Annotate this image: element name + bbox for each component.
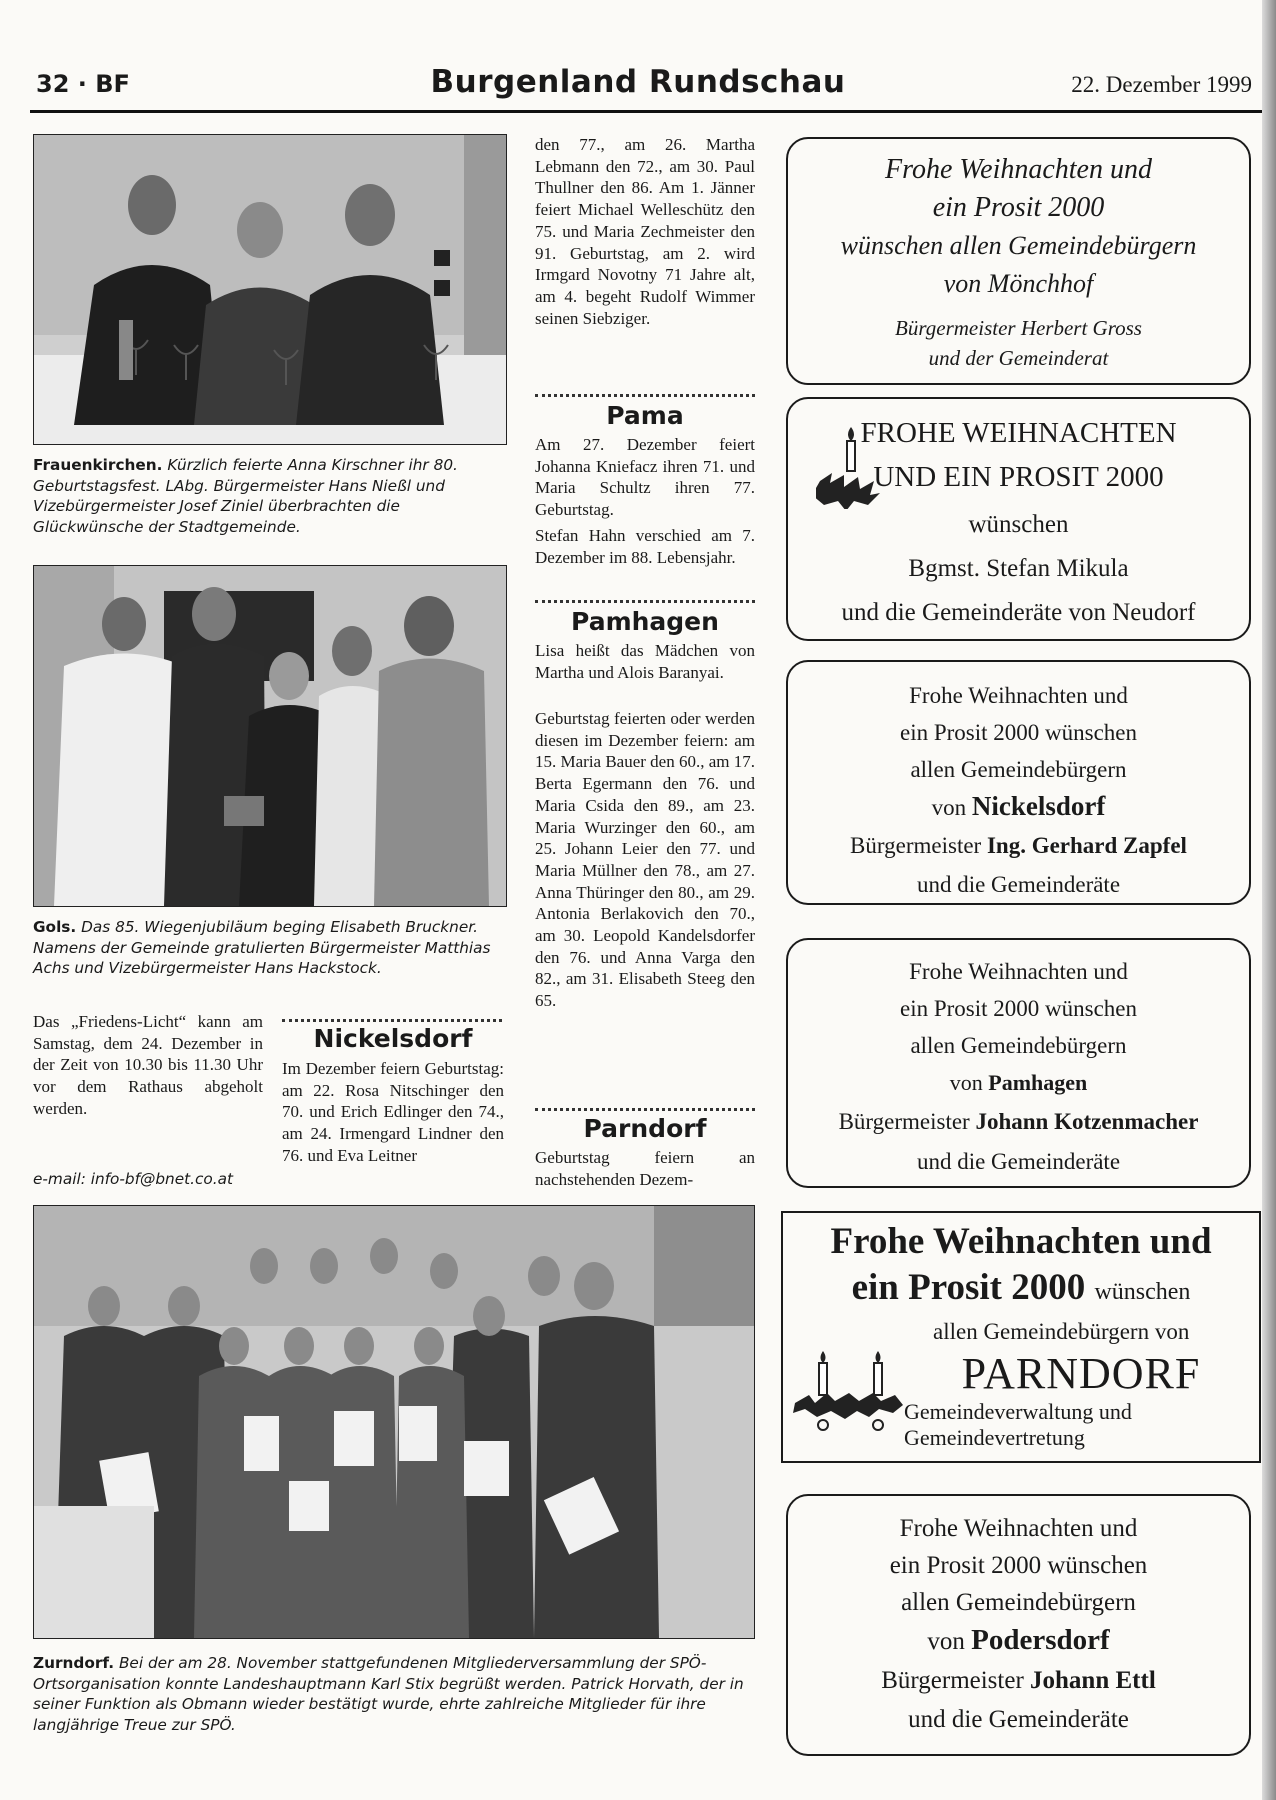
ad-admin: Gemeindeverwaltung und: [904, 1399, 1132, 1424]
heading-nickelsdorf: Nickelsdorf: [313, 1024, 473, 1053]
article-pama-birthdays: Am 27. Dezember feiert Johanna Kniefacz ihren 71. und Maria Schultz ihren 77. Geburtstag.: [535, 435, 755, 520]
ad-moenchhof: [786, 137, 1251, 385]
ad-mayor: Bürgermeister Herbert Gross: [895, 316, 1142, 340]
article-nickelsdorf-continued: den 77., am 26. Martha Lebmann den 72., am 30. Paul Thullner den 86. Am 1. Jänner feiert Michael Welleschütz den 75. und Maria Zechmeister den 91. Geburtstag, am 2. wird Irmgard Novotny 71 Jahre alt, am 4. begeht Rudolf Wimmer seinen Siebziger.: [535, 135, 755, 328]
ad-council: und die Gemeinderäte von Neudorf: [841, 599, 1196, 626]
article-pamhagen-birth: Lisa heißt das Mädchen von Martha und Alois Baranyai.: [535, 641, 755, 682]
ad-greeting: ein Prosit 2000 wünschen: [889, 1552, 1148, 1579]
page-gutter-shadow: [1262, 0, 1276, 1800]
ad-pamhagen: [786, 938, 1251, 1188]
caption-place: Gols.: [33, 918, 77, 936]
ad-mayor: Bürgermeister Johann Ettl: [881, 1667, 1156, 1694]
caption-frauenkirchen: [33, 455, 505, 537]
caption-text: Bei der am 28. November stattgefundenen Mitgliederversammlung der SPÖ-Ortsorganisation konnte Landeshauptmann Karl Stix begrüßt werden. Patrick Horvath, der in seiner Funktion als Obmann wieder bestätigt wurde, ehrte zahlreiche Mitglieder für ihre langjährige Treue zur SPÖ.: [33, 1654, 744, 1734]
ad-town: von Pamhagen: [949, 1070, 1088, 1095]
ad-council: und die Gemeinderäte: [908, 1706, 1129, 1733]
section-divider: [535, 394, 755, 397]
ad-wish: allen Gemeindebürgern: [910, 1033, 1127, 1058]
caption-place: Frauenkirchen.: [33, 456, 163, 474]
ad-town: von Nickelsdorf: [931, 791, 1106, 821]
ad-town: von Mönchhof: [943, 269, 1094, 298]
article-parndorf: Geburtstag feiern an nachstehenden Dezem-: [535, 1148, 755, 1189]
caption-zurndorf: [33, 1653, 753, 1735]
ad-wish: wünschen allen Gemeindebürgern: [840, 231, 1197, 260]
ad-parndorf: [781, 1211, 1261, 1463]
candle-wreath-icon: [816, 419, 886, 509]
ad-mayor: Bürgermeister Johann Kotzenmacher: [838, 1109, 1199, 1134]
ad-greeting: Frohe Weihnachten und: [909, 959, 1128, 984]
ad-wish: wünschen: [968, 511, 1069, 538]
ad-greeting: Frohe Weihnachten und: [909, 683, 1128, 708]
ad-podersdorf: [786, 1494, 1251, 1756]
contact-email[interactable]: e-mail: info-bf@bnet.co.at: [33, 1170, 234, 1188]
caption-place: Zurndorf.: [33, 1654, 115, 1672]
ad-greeting: ein Prosit 2000: [932, 192, 1105, 223]
caption-text: Kürzlich feierte Anna Kirschner ihr 80. Geburtstagsfest. LAbg. Bürgermeister Hans Nießl und Vizebürgermeister Josef Ziniel überbrachten die Glückwünsche der Stadtgemeinde.: [33, 456, 458, 536]
section-divider: [535, 600, 755, 603]
ad-council: und die Gemeinderäte: [916, 1149, 1121, 1174]
friedenslicht-notice: Das „Friedens-Licht“ kann am Samstag, dem 24. Dezember in der Zeit von 10.30 bis 11.30 Uhr vor dem Rathaus abgeholt werden.: [33, 1012, 263, 1118]
ad-wish: allen Gemeindebürgern: [901, 1589, 1136, 1616]
ad-greeting: FROHE WEIHNACHTEN: [860, 417, 1177, 449]
ad-town: PARNDORF: [961, 1349, 1201, 1398]
ad-town: von Podersdorf: [927, 1624, 1110, 1656]
ad-wish: allen Gemeindebürgern: [910, 757, 1127, 782]
page-number: 32 · BF: [36, 70, 130, 98]
header-rule: [30, 110, 1262, 113]
heading-pamhagen: Pamhagen: [571, 607, 719, 636]
ad-greeting: Frohe Weihnachten und: [830, 1221, 1212, 1262]
caption-gols: [33, 917, 505, 979]
ad-greeting: UND EIN PROSIT 2000: [873, 461, 1164, 493]
article-nickelsdorf: Im Dezember feiern Geburtstag: am 22. Rosa Nitschinger den 70. und Erich Edlinger den 74., am 24. Irmengard Lindner den 76. und Eva Leitner: [282, 1059, 504, 1165]
issue-date: 22. Dezember 1999: [1071, 72, 1252, 97]
heading-parndorf: Parndorf: [583, 1114, 707, 1143]
ad-greeting: ein Prosit 2000 wünschen: [899, 996, 1137, 1021]
photo-gols: [33, 565, 507, 907]
photo-zurndorf: [33, 1205, 755, 1639]
advent-wreath-icon: [793, 1343, 908, 1438]
article-pamhagen-birthdays: Geburtstag feierten oder werden diesen im Dezember feiern: am 15. Maria Bauer den 60., am 17. Berta Egermann den 76. und Maria Csida den 89., am 23. Maria Wurzinger den 60., am 25. Johann Leier den 77. und Maria Müllner den 78., am 27. Anna Thüringer den 80., am 29. Antonia Berlakovich den 70., am 30. Leopold Kandelsdorfer den 76. und Anna Varga den 82., am 31. Elisabeth Steeg den 65.: [535, 709, 755, 1011]
ad-council: und die Gemeinderäte: [916, 872, 1121, 897]
ad-greeting: Frohe Weihnachten und: [885, 154, 1152, 185]
section-divider: [535, 1108, 755, 1111]
newspaper-title: Burgenland Rundschau: [430, 64, 846, 100]
ad-greeting: ein Prosit 2000 wünschen: [899, 720, 1137, 745]
heading-pama: Pama: [606, 401, 684, 430]
ad-wish: allen Gemeindebürgern von: [933, 1319, 1190, 1344]
ad-greeting: ein Prosit 2000 wünschen: [851, 1267, 1191, 1308]
ad-neudorf: [786, 397, 1251, 641]
ad-nickelsdorf: [786, 660, 1251, 905]
caption-text: Das 85. Wiegenjubiläum beging Elisabeth Bruckner. Namens der Gemeinde gratulierten Bürgermeister Matthias Achs und Vizebürgermeister Hans Hackstock.: [33, 918, 491, 977]
ad-mayor: Bürgermeister Ing. Gerhard Zapfel: [850, 833, 1187, 858]
section-divider: [282, 1019, 502, 1022]
article-pama-obituary: Stefan Hahn verschied am 7. Dezember im 88. Lebensjahr.: [535, 526, 755, 567]
ad-greeting: Frohe Weihnachten und: [899, 1515, 1138, 1542]
ad-council: Gemeindevertretung: [904, 1425, 1085, 1450]
ad-mayor: Bgmst. Stefan Mikula: [908, 555, 1129, 582]
ad-council: und der Gemeinderat: [928, 346, 1109, 370]
photo-frauenkirchen: [33, 134, 507, 445]
